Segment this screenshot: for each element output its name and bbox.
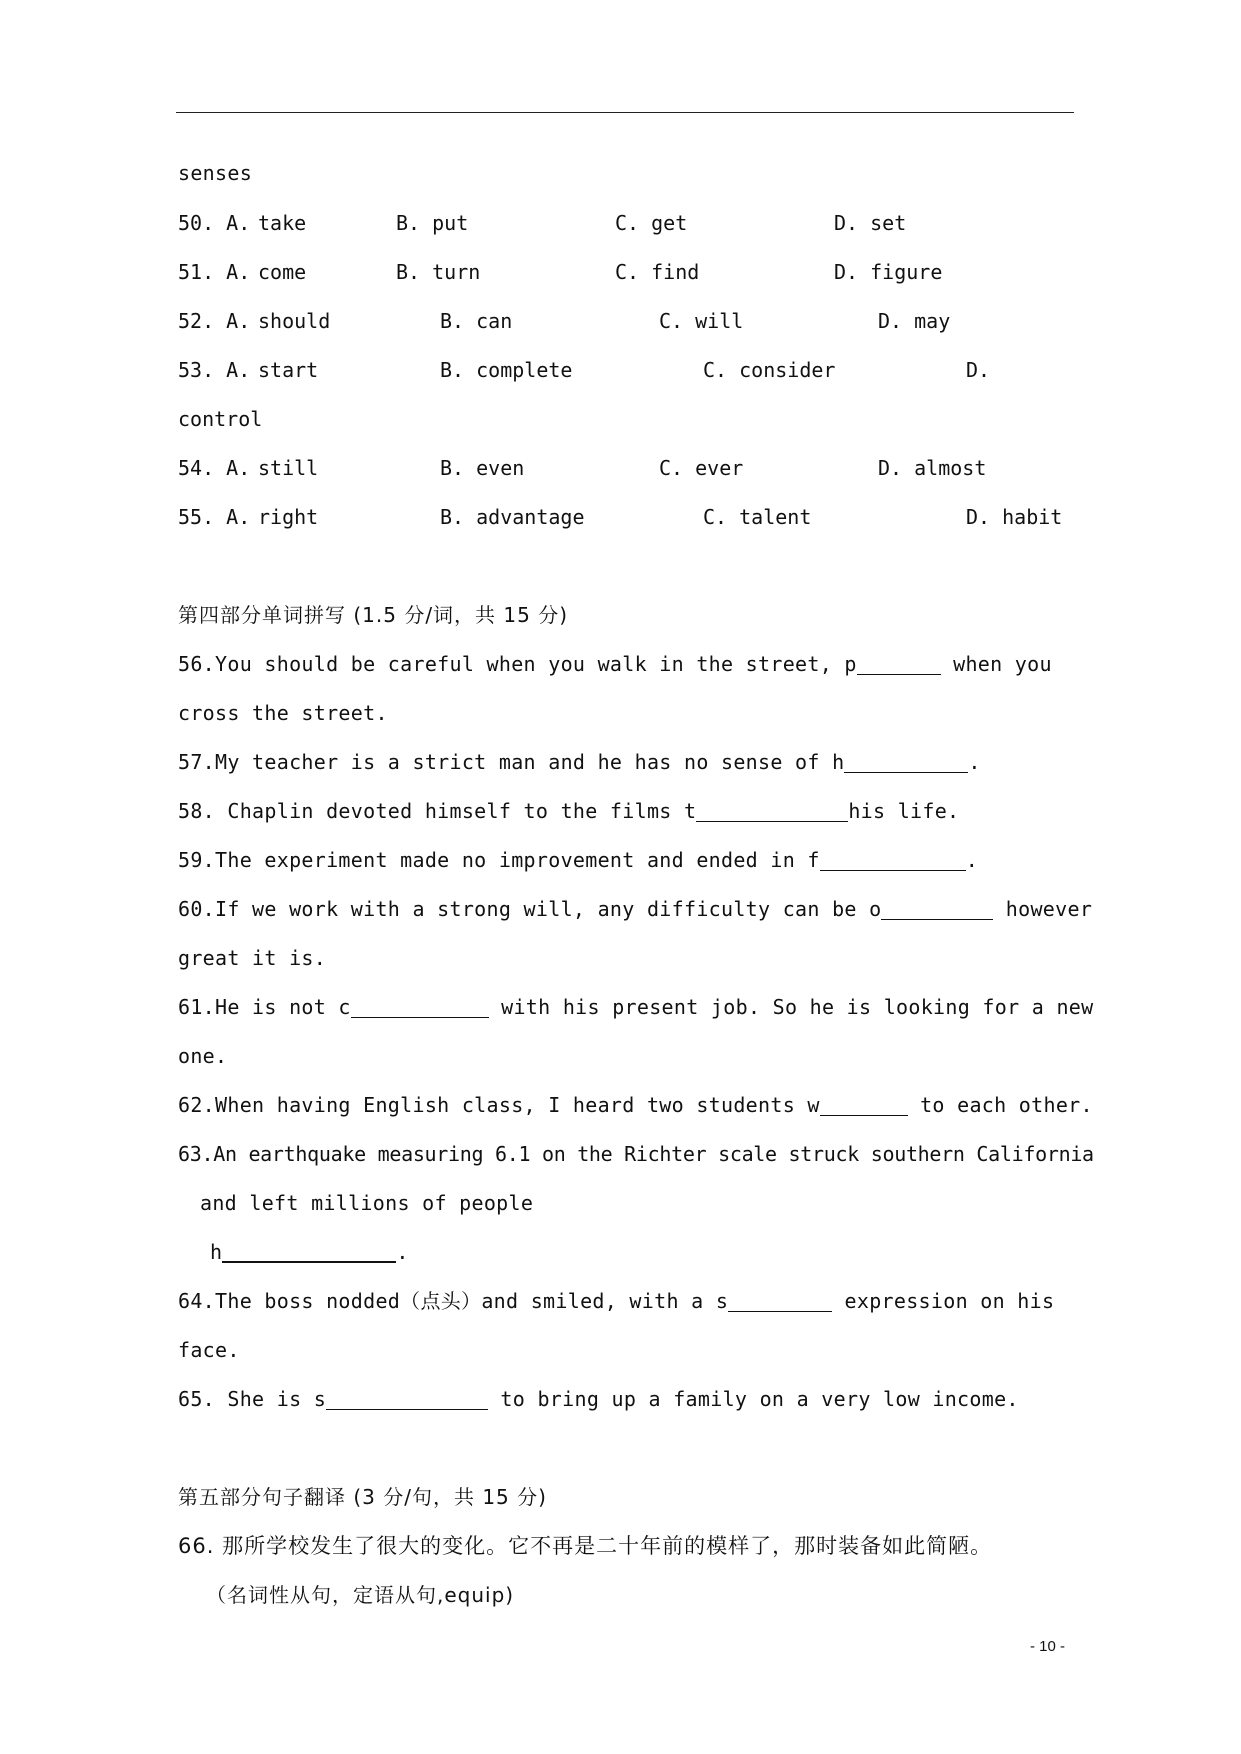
q51-option-b: B. turn	[396, 260, 481, 284]
q51-option-a: come	[258, 260, 307, 284]
q64-text-a: 64.The boss nodded（点头）and smiled, with a s	[178, 1289, 729, 1313]
q56-blank[interactable]	[857, 654, 941, 675]
q66-text: 那所学校发生了很大的变化。它不再是二十年前的模样了，那时装备如此简陋。	[214, 1534, 993, 1558]
q66-line	[178, 1533, 992, 1559]
q63-period: .	[396, 1240, 409, 1264]
q57-text-a: 57.My teacher is a strict man and he has no sense of h	[178, 750, 845, 774]
q57-line	[178, 749, 981, 775]
q56-line	[178, 651, 1052, 677]
q60-wrap: great it is.	[178, 946, 327, 970]
q52-option-a: should	[258, 309, 331, 333]
q64-wrap: face.	[178, 1338, 240, 1362]
q62-text-b: to each other.	[907, 1093, 1093, 1117]
q52-option-c: C. will	[659, 309, 744, 333]
q53-option-c: C. consider	[703, 358, 836, 382]
q59-blank[interactable]	[820, 850, 966, 871]
q56-wrap: cross the street.	[178, 701, 388, 725]
q60-text-b: however	[993, 897, 1093, 921]
q58-blank[interactable]	[696, 801, 848, 822]
q61-blank[interactable]	[351, 997, 489, 1018]
q55-option-a: right	[258, 505, 319, 529]
q66-number: 66.	[178, 1534, 215, 1558]
q57-text-b: .	[968, 750, 981, 774]
q58-text-a: 58. Chaplin devoted himself to the films t	[178, 799, 697, 823]
q54-number: 54. A.	[178, 456, 251, 480]
q54-option-a: still	[258, 456, 319, 480]
q60-line	[178, 896, 1092, 922]
q65-blank[interactable]	[326, 1389, 488, 1410]
q62-text-a: 62.When having English class, I heard two students w	[178, 1093, 820, 1117]
q60-blank[interactable]	[881, 899, 993, 920]
q61-line	[178, 994, 1094, 1020]
q53-option-b: B. complete	[440, 358, 573, 382]
q61-text-b: with his present job. So he is looking for a new	[488, 995, 1094, 1019]
q52-number: 52. A.	[178, 309, 251, 333]
q63-initial: h	[210, 1240, 223, 1264]
q54-option-b: B. even	[440, 456, 525, 480]
q56-text-a: 56.You should be careful when you walk in the street, p	[178, 652, 857, 676]
q54-option-c: C. ever	[659, 456, 744, 480]
q58-line	[178, 798, 959, 824]
q51-option-c: C. find	[615, 260, 700, 284]
q65-text-b: to bring up a family on a very low income.	[488, 1387, 1019, 1411]
q50-option-d: D. set	[834, 211, 907, 235]
q51-number: 51. A.	[178, 260, 251, 284]
q59-line	[178, 847, 978, 873]
q53-option-d-text: control	[178, 407, 263, 431]
q53-option-a: start	[258, 358, 319, 382]
q65-line	[178, 1386, 1019, 1412]
q52-option-b: B. can	[440, 309, 513, 333]
q51-option-d: D. figure	[834, 260, 943, 284]
q62-blank[interactable]	[820, 1095, 908, 1116]
q59-text-b: .	[965, 848, 979, 872]
q56-text-b: when you	[940, 652, 1052, 676]
q62-line	[178, 1092, 1093, 1118]
q52-option-d: D. may	[878, 309, 951, 333]
part5-heading: 第五部分句子翻译 (3 分/句，共 15 分)	[178, 1485, 547, 1509]
q55-number: 55. A.	[178, 505, 251, 529]
q50-option-b: B. put	[396, 211, 469, 235]
q59-text-a: 59.The experiment made no improvement and ended in f	[178, 848, 820, 872]
header-rule	[176, 112, 1074, 113]
page-number: - 10 -	[1030, 1638, 1066, 1655]
q63-answer-line	[210, 1239, 409, 1265]
q63-blank[interactable]	[222, 1241, 396, 1263]
q50-number: 50. A.	[178, 211, 251, 235]
q66-hint: （名词性从句，定语从句,equip)	[206, 1583, 515, 1607]
q55-option-b: B. advantage	[440, 505, 585, 529]
q64-blank[interactable]	[728, 1291, 832, 1312]
q65-text-a: 65. She is s	[178, 1387, 327, 1411]
q57-blank[interactable]	[844, 752, 968, 773]
q55-option-c: C. talent	[703, 505, 812, 529]
q58-text-b: his life.	[848, 799, 960, 823]
q53-option-d: D.	[966, 358, 991, 382]
continuation-text: senses	[178, 161, 253, 185]
q61-wrap: one.	[178, 1044, 228, 1068]
q64-text-b: expression on his	[832, 1289, 1055, 1313]
q60-text-a: 60.If we work with a strong will, any difficulty can be o	[178, 897, 882, 921]
q50-option-a: take	[258, 211, 307, 235]
part4-heading: 第四部分单词拼写 (1.5 分/词，共 15 分)	[178, 603, 569, 627]
q50-option-c: C. get	[615, 211, 688, 235]
q54-option-d: D. almost	[878, 456, 987, 480]
q63-line: 63.An earthquake measuring 6.1 on the Richter scale struck southern California	[178, 1142, 1094, 1166]
q63-wrap: and left millions of people	[200, 1191, 534, 1215]
q64-line	[178, 1288, 1054, 1314]
q61-text-a: 61.He is not c	[178, 995, 351, 1019]
q55-option-d: D. habit	[966, 505, 1063, 529]
q53-number: 53. A.	[178, 358, 251, 382]
